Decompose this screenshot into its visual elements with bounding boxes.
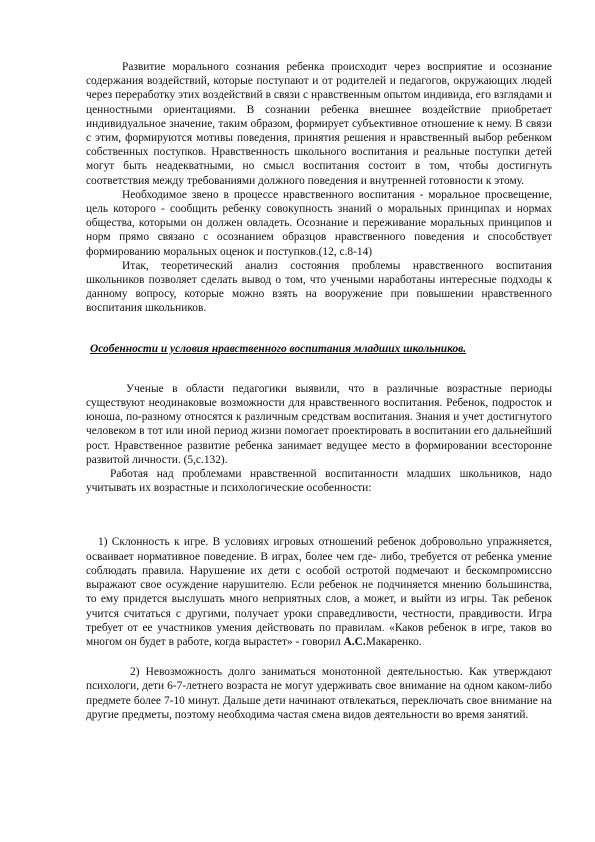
list-item-monotony: 2) Невозможность долго заниматься монотонной деятельностью. Как утверждают психологи, дети 6-7-летнего возраста не могут удерживать свое внимание на одном каком-либо предмете более 7-10 минут. Дальше дети начинают отвлекаться, переключать свое внимание на другие предметы, поэтому необходима частая смена видов деятельности во время занятий. xyxy=(86,666,552,721)
author-surname: Макаренко. xyxy=(365,635,422,648)
document-page xyxy=(86,60,552,722)
list-item-play-tendency xyxy=(86,535,552,649)
paragraph-age-features: Работая над проблемами нравственной воспитанности младших школьников, надо учитывать их возрастные и психологические особенности: xyxy=(86,468,552,495)
paragraph-moral-consciousness: Развитие морального сознания ребенка происходит через восприятие и осознание содержания воздействий, которые поступают и от родителей и педагогов, окружающих людей через переработку этих воздействий в связи с нравственным опытом индивида, его взглядами и ценностными ориентациями. В сознании ребенка внешнее воздействие приобретает индивидуальное значение, таким образом, формирует субъективное отношение к нему. В связи с этим, формируются мотивы поведения, принятия решения и нравственный выбор ребенком собственных поступков. Нравственность школьного воспитания и реальные поступки детей могут быть неадекватными, но смысл воспитания состоит в том, чтобы достигнуть соответствия между требованиями должного поведения и внутренней готовности к этому. xyxy=(86,61,552,187)
author-initials: А.С. xyxy=(343,635,366,648)
list-item-play-text: 1) Склонность к игре. В условиях игровых отношений ребенок добровольно упражняется, осваивает нормативное поведение. В играх, более чем где- либо, требуется от ребенка умение соблюдать правила. Нарушение их дети с особой остротой подмечают и бескомпромиссно выражают свое осуждение нарушителю. Если ребенок не подчиняется мнению большинства, то ему придется выслушать много неприятных слов, а может, и выйти из игры. Так ребенок учится считаться с другими, получает уроки справедливости, честности, правдивости. Игра требует от ее участников умения действовать по правилам. «Каков ребенок в игре, таков во многом он будет в работе, когда вырастет» - говорил xyxy=(86,536,552,648)
paragraph-conclusion: Итак, теоретический анализ состояния проблемы нравственного воспитания школьников позволяет сделать вывод о том, что учеными наработаны интересные подходы к данному вопросу, которые можно взять на вооружение при повышении нравственного воспитания школьников. xyxy=(86,259,552,315)
section-heading: Особенности и условия нравственного воспитания младших школьников. xyxy=(90,342,467,355)
paragraph-moral-education: Необходимое звено в процессе нравственного воспитания - моральное просвещение, цель которого - сообщить ребенку совокупность знаний о моральных принципах и нормах общества, которыми он должен овладеть. Осознание и переживание моральных принципов и норм прямо связано с осознанием образцов нравственного поведения и способствует формированию моральных оценок и поступков.(12, с.8-14) xyxy=(86,188,552,258)
paragraph-age-periods: Ученые в области педагогики выявили, что в различные возрастные периоды существуют неодинаковые возможности для нравственного воспитания. Ребенок, подросток и юноша, по-разному относятся к различным средствам воспитания. Знания и учет достигнутого человеком в тот или иной период жизни помогает проектировать в воспитании его дальнейший рост. Нравственное развитие ребенка занимает ведущее место в формировании всесторонне развитой личности. (5,с.132). xyxy=(86,382,552,466)
